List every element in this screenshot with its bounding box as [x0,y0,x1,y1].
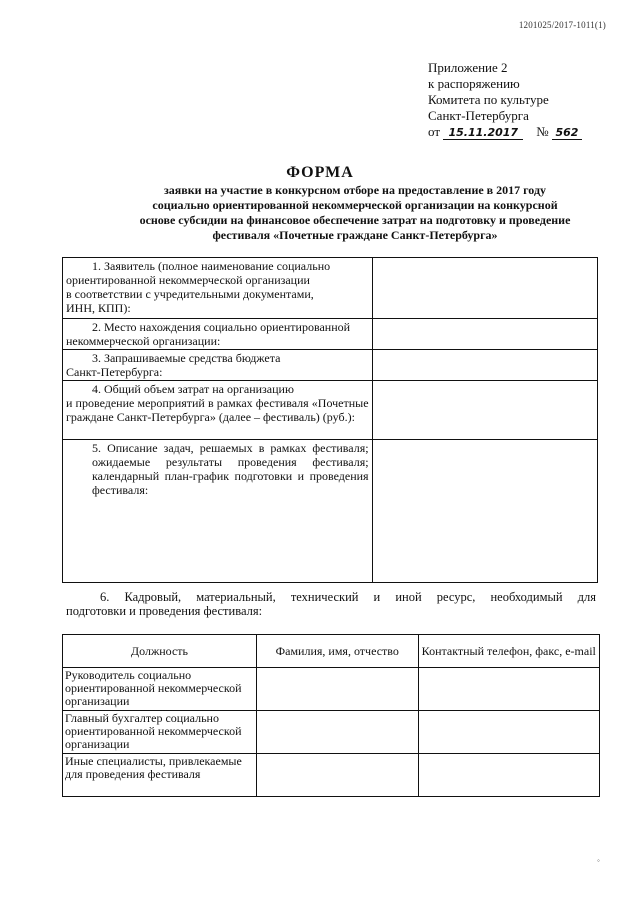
form-label-line: некоммерческой организации: [66,334,221,348]
handwritten-number: 562 [552,127,582,140]
form-label-line: 5. Описание задач, решаемых в рамках фестиваля; ожидаемые результаты проведения фестиваля; календарный план-график подготовки и проведения фестиваля: [92,441,369,497]
form-label-cell [63,350,373,381]
form-label-line: 2. Место нахождения социально ориентированной [92,320,351,334]
form-row-requested-funds [63,350,598,381]
header-full-name: Фамилия, имя, отчество [256,635,418,668]
contacts-cell[interactable] [418,668,599,711]
form-label-line: Санкт-Петербурга: [66,365,163,379]
table-row [63,754,600,797]
appendix-block [428,60,628,140]
full-name-cell[interactable] [256,668,418,711]
full-name-cell[interactable] [256,711,418,754]
form-label-cell [63,381,373,440]
section-6-line: 6. Кадровый, материальный, технический и иной ресурс, необходимый для [100,590,596,604]
form-label-line: 4. Общий объем затрат на организацию [92,382,294,396]
staff-table [62,634,600,797]
section-6-line: подготовки и проведения фестиваля: [66,604,263,618]
position-cell: Главный бухгалтер социально ориентированной некоммерческой организации [63,711,257,754]
form-row-description [63,440,598,583]
handwritten-date: 15.11.2017 [443,127,523,140]
form-label-line: и проведение мероприятий в рамках фестиваля «Почетные граждане Санкт-Петербурга» (далее – фестиваль) (руб.): [66,396,369,424]
form-value-cell[interactable] [372,381,597,440]
form-label-line: в соответствии с учредительными документами, [66,287,314,301]
appendix-line: Комитета по культуре [428,92,549,107]
form-label-line: ИНН, КПП): [66,301,131,315]
form-label-cell [63,258,373,319]
contacts-cell[interactable] [418,754,599,797]
form-title: ФОРМА [286,164,354,181]
date-prefix: от [428,124,441,139]
form-row-location [63,319,598,350]
application-form-table [62,257,598,583]
form-row-total-costs [63,381,598,440]
subtitle-line: фестиваля «Почетные граждане Санкт-Петербурга» [212,228,498,242]
form-label-line: 3. Запрашиваемые средства бюджета [92,351,281,365]
subtitle-line: заявки на участие в конкурсном отборе на предоставление в 2017 году [163,183,547,197]
document-id: 1201025/2017-1011(1) [518,20,606,30]
form-value-cell[interactable] [372,258,597,319]
appendix-line: Санкт-Петербурга [428,108,529,123]
form-label-line: 1. Заявитель (полное наименование социально [92,259,331,273]
section-6 [66,590,596,618]
form-label-cell [63,319,373,350]
contacts-cell[interactable] [418,711,599,754]
appendix-line: Приложение 2 [428,60,508,75]
table-row [63,711,600,754]
appendix-line: к распоряжению [428,76,520,91]
form-label-cell [63,440,373,583]
form-value-cell[interactable] [372,319,597,350]
subtitle-line: основе субсидии на финансовое обеспечение затрат на подготовку и проведение [139,213,571,227]
appendix-date-line [428,124,628,140]
scan-artifact-mark: ◦ [597,856,600,865]
subtitle-line: социально ориентированной некоммерческой организации на конкурсной [152,198,558,212]
header-position: Должность [63,635,257,668]
form-value-cell[interactable] [372,440,597,583]
table-row [63,668,600,711]
staff-table-header [63,635,600,668]
form-subtitle [120,183,590,243]
number-prefix: № [536,124,549,139]
position-cell: Иные специалисты, привлекаемые для проведения фестиваля [63,754,257,797]
header-contacts: Контактный телефон, факс, e-mail [418,635,599,668]
form-label-line: ориентированной некоммерческой организации [66,273,310,287]
form-value-cell[interactable] [372,350,597,381]
position-cell: Руководитель социально ориентированной некоммерческой организации [63,668,257,711]
full-name-cell[interactable] [256,754,418,797]
form-row-applicant [63,258,598,319]
